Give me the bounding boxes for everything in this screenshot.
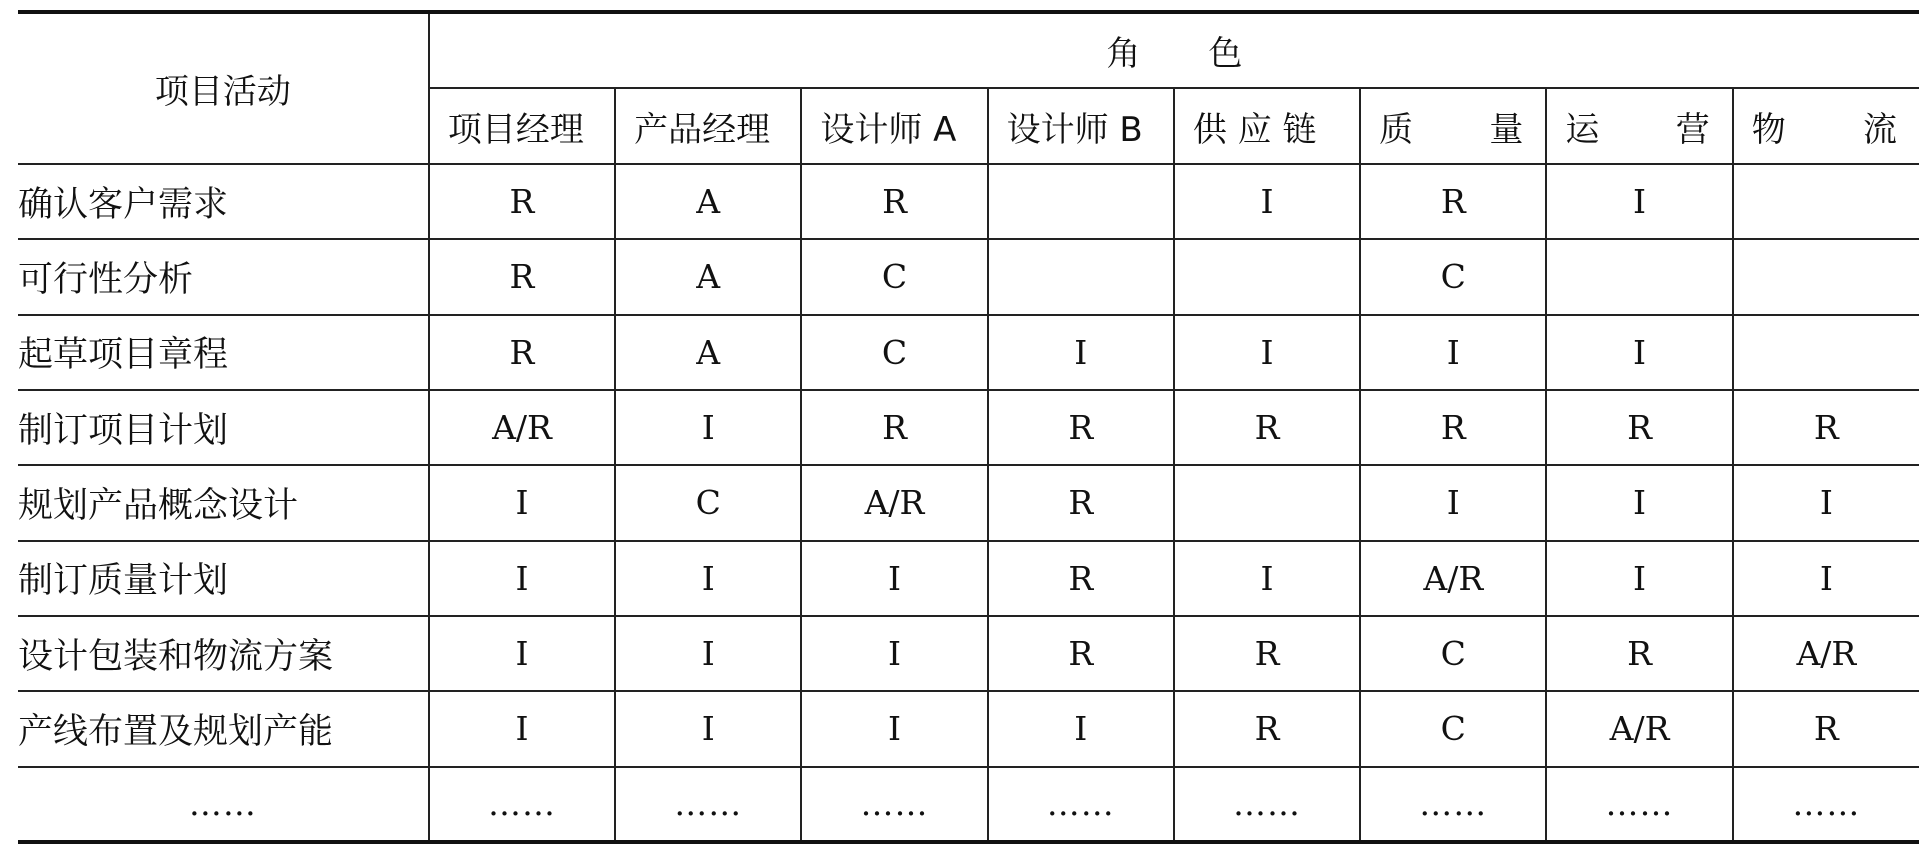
raci-cell: A/R: [1360, 541, 1546, 616]
activity-cell: 制订项目计划: [18, 390, 429, 465]
raci-cell: R: [801, 164, 987, 239]
raci-cell: I: [1546, 164, 1732, 239]
raci-cell: I: [1733, 541, 1919, 616]
table-body: [18, 164, 1919, 842]
raci-cell: I: [1546, 465, 1732, 540]
raci-cell: C: [801, 315, 987, 390]
role-header: [1733, 88, 1919, 164]
raci-cell: A: [615, 315, 801, 390]
activity-cell: 设计包装和物流方案: [18, 616, 429, 691]
table-row: [18, 315, 1919, 390]
raci-cell: [1733, 239, 1919, 314]
raci-cell: C: [1360, 239, 1546, 314]
raci-cell: R: [1733, 691, 1919, 766]
raci-cell: I: [429, 465, 615, 540]
raci-cell: [1174, 239, 1360, 314]
raci-cell: [988, 164, 1174, 239]
table-row: [18, 541, 1919, 616]
raci-cell: I: [429, 541, 615, 616]
raci-cell: I: [429, 691, 615, 766]
raci-cell: C: [1360, 691, 1546, 766]
raci-cell: R: [429, 315, 615, 390]
activity-cell: 产线布置及规划产能: [18, 691, 429, 766]
raci-cell: A/R: [429, 390, 615, 465]
raci-cell: A: [615, 164, 801, 239]
raci-cell: ……: [801, 767, 987, 842]
raci-cell: ……: [1360, 767, 1546, 842]
raci-cell: I: [615, 616, 801, 691]
activity-cell: 规划产品概念设计: [18, 465, 429, 540]
role-header: 产品经理: [615, 88, 801, 164]
role-header-char-last: 流: [1863, 109, 1897, 150]
raci-cell: R: [1174, 616, 1360, 691]
raci-table: [18, 10, 1919, 844]
raci-cell: ……: [1546, 767, 1732, 842]
table-row: [18, 691, 1919, 766]
role-header-label: [1565, 102, 1731, 151]
raci-cell: ……: [988, 767, 1174, 842]
raci-cell: I: [988, 691, 1174, 766]
table-row: [18, 465, 1919, 540]
activity-cell: 制订质量计划: [18, 541, 429, 616]
raci-cell: R: [1174, 691, 1360, 766]
raci-cell: I: [801, 616, 987, 691]
table-row: [18, 239, 1919, 314]
raci-cell: ……: [1733, 767, 1919, 842]
raci-cell: A/R: [1546, 691, 1732, 766]
raci-cell: I: [1174, 164, 1360, 239]
raci-cell: I: [429, 616, 615, 691]
raci-cell: R: [988, 390, 1174, 465]
header-row-top: [18, 12, 1919, 88]
activity-cell: 起草项目章程: [18, 315, 429, 390]
role-header-label: [1379, 102, 1545, 151]
raci-cell: [1733, 164, 1919, 239]
activity-column-header: 项目活动: [18, 12, 429, 164]
role-header-char-last: 营: [1675, 109, 1710, 150]
role-header: 设计师 A: [801, 88, 987, 164]
raci-cell: R: [988, 465, 1174, 540]
raci-cell: R: [988, 541, 1174, 616]
role-header-char-first: 运: [1565, 109, 1600, 150]
ellipsis-row: [18, 767, 1919, 842]
raci-cell: I: [1360, 465, 1546, 540]
table-row: [18, 616, 1919, 691]
raci-cell: [1546, 239, 1732, 314]
role-header: 项目经理: [429, 88, 615, 164]
role-header: 设计师 B: [988, 88, 1174, 164]
role-header-label: [1752, 102, 1919, 151]
table-row: [18, 390, 1919, 465]
raci-cell: ……: [1174, 767, 1360, 842]
role-header: 供 应 链: [1174, 88, 1360, 164]
raci-cell: A/R: [801, 465, 987, 540]
raci-cell: I: [615, 541, 801, 616]
raci-cell: [1733, 315, 1919, 390]
raci-cell: A: [615, 239, 801, 314]
raci-cell: C: [1360, 616, 1546, 691]
raci-cell: I: [1733, 465, 1919, 540]
role-header: [1546, 88, 1732, 164]
raci-cell: I: [1546, 541, 1732, 616]
raci-cell: R: [801, 390, 987, 465]
role-header-char-first: 质: [1379, 109, 1414, 150]
raci-cell: I: [615, 390, 801, 465]
raci-cell: ……: [615, 767, 801, 842]
table-row: [18, 164, 1919, 239]
roles-group-header: 角 色: [429, 12, 1919, 88]
raci-cell: I: [615, 691, 801, 766]
raci-cell: A/R: [1733, 616, 1919, 691]
raci-cell: R: [1174, 390, 1360, 465]
raci-cell: R: [1360, 390, 1546, 465]
raci-cell: R: [1360, 164, 1546, 239]
activity-cell: 确认客户需求: [18, 164, 429, 239]
raci-cell: I: [801, 541, 987, 616]
role-header-char-last: 量: [1489, 109, 1524, 150]
raci-cell: [988, 239, 1174, 314]
raci-cell: [1174, 465, 1360, 540]
raci-cell: R: [988, 616, 1174, 691]
raci-cell: R: [1546, 616, 1732, 691]
activity-cell: ……: [18, 767, 429, 842]
raci-cell: I: [1360, 315, 1546, 390]
raci-cell: I: [1546, 315, 1732, 390]
activity-cell: 可行性分析: [18, 239, 429, 314]
raci-cell: I: [1174, 315, 1360, 390]
raci-cell: ……: [429, 767, 615, 842]
role-header: [1360, 88, 1546, 164]
raci-cell: I: [1174, 541, 1360, 616]
role-header-char-first: 物: [1751, 109, 1786, 150]
raci-cell: R: [1546, 390, 1732, 465]
raci-cell: I: [801, 691, 987, 766]
raci-cell: I: [988, 315, 1174, 390]
raci-cell: C: [801, 239, 987, 314]
raci-cell: R: [429, 164, 615, 239]
raci-cell: C: [615, 465, 801, 540]
raci-cell: R: [429, 239, 615, 314]
raci-cell: R: [1733, 390, 1919, 465]
